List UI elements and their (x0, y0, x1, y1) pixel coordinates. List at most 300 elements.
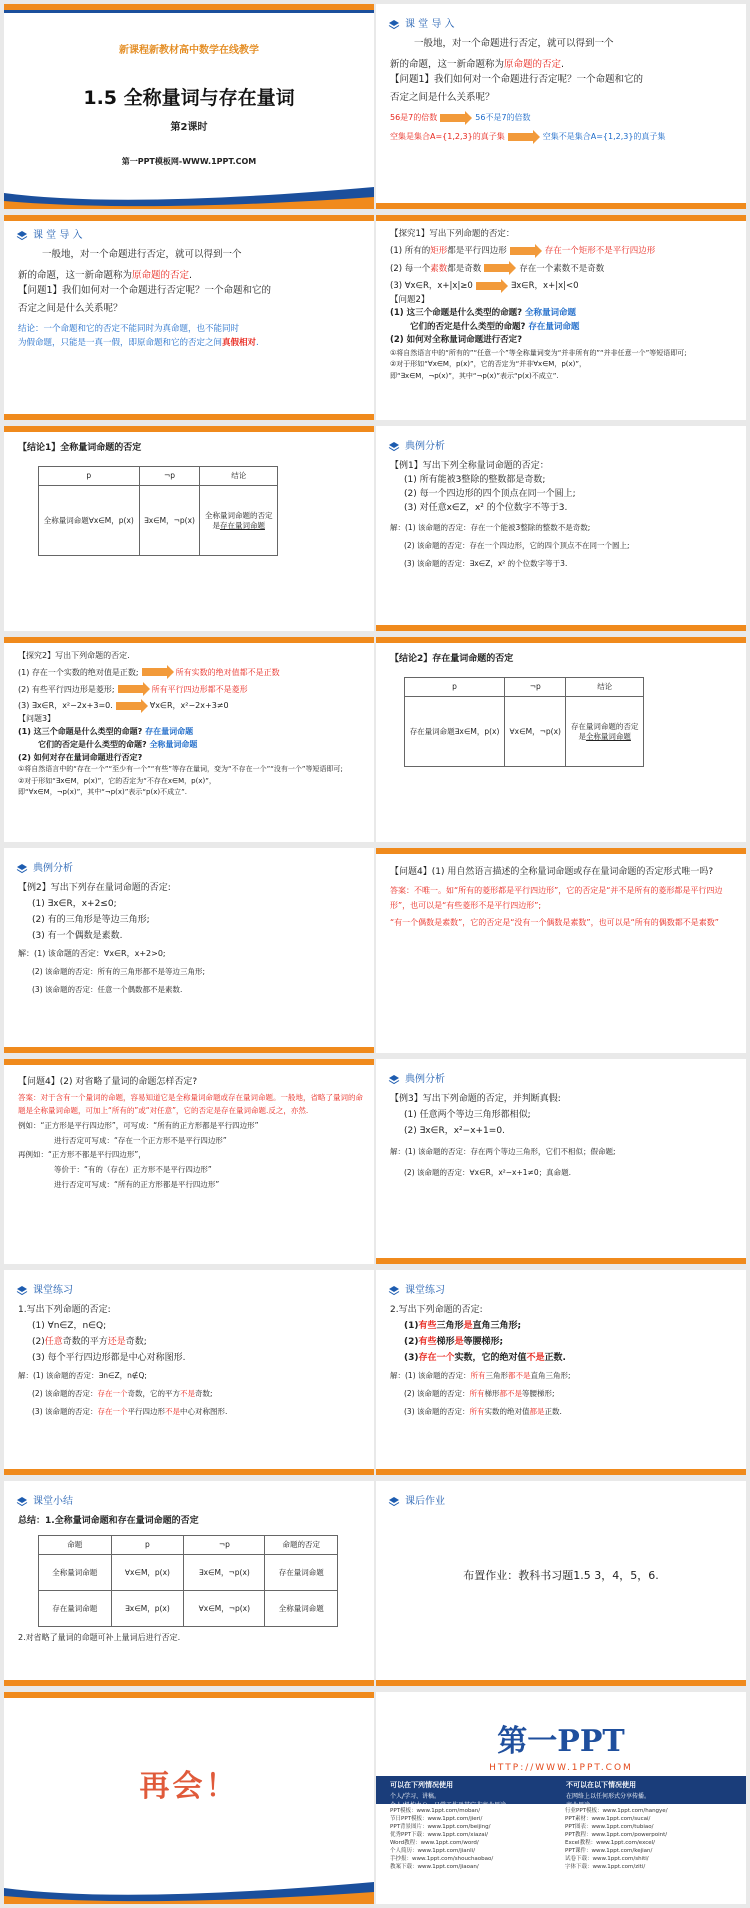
heading-text: 典例分析 (405, 1074, 445, 1085)
slide-body (390, 227, 736, 383)
can-title: 可以在下列情况使用 (390, 1781, 453, 1789)
answer-2: (2) 该命题的否定：∀x∈R，x²−x+1≠0；真命题. (404, 1167, 571, 1177)
course-subtitle: 新课程新教材高中数学在线教学 (119, 45, 259, 56)
note-1: ①将自然语言中的“存在一个”“至少有一个”“有些”等存在量词，变为“不存在一个”“没有一个”等短语即可; (18, 765, 343, 774)
cell: ∃x∈M，¬p(x) (184, 1555, 265, 1591)
slide-body (18, 1513, 364, 1646)
t: 全称量词命题 (585, 731, 631, 741)
item-2 (390, 1336, 736, 1348)
slide-5 (4, 426, 374, 631)
section-heading (388, 1284, 445, 1298)
t: 任意 (44, 1337, 63, 1348)
question-1: 【问题1】我们如何对一个命题进行否定呢？一个命题和它的 (390, 73, 644, 85)
top-bar (4, 215, 374, 221)
bottom-wave (4, 1878, 374, 1904)
text: . (256, 337, 259, 348)
t: 所有实数的绝对值都不是正数 (175, 667, 280, 677)
t: 奇数 (464, 263, 482, 274)
t: ∀x∈R，x²−2x+3≠0 (149, 701, 229, 711)
t: 矩形 (430, 246, 448, 257)
text: 56不是7的倍数 (475, 113, 531, 123)
cell: ∀x∈M，p(x) (111, 1555, 184, 1591)
link[interactable]: 教案下载：www.1ppt.com/jiaoan/ (390, 1863, 479, 1870)
slide-2 (376, 4, 746, 209)
link[interactable]: 节日PPT模板：www.1ppt.com/jieri/ (390, 1815, 483, 1822)
arrow-icon (510, 247, 536, 255)
answer-3: (3) 该命题的否定：∃x∈Z，x² 的个位数字等于3. (404, 558, 568, 568)
arrow-icon (116, 702, 142, 710)
header-conclusion: 结论 (566, 678, 644, 697)
layers-icon (388, 19, 400, 31)
lesson-title: 1.5 全称量词与存在量词 (83, 87, 295, 109)
item-2 (18, 685, 364, 696)
heading-text: 典例分析 (405, 441, 445, 452)
section-heading (16, 1495, 73, 1509)
t: 正数. (544, 1353, 566, 1364)
slide-body (18, 1302, 364, 1419)
t: 都是 (447, 246, 465, 257)
example-heading: 【例2】写出下列存在量词命题的否定: (18, 883, 171, 893)
t: (1) 所有的 (390, 246, 431, 257)
layers-icon (16, 863, 28, 875)
answer-2: “有一个偶数是素数”，它的否定是“没有一个偶数是素数”，也可以是“所有的偶数都不是素数” (390, 918, 719, 928)
example-heading: 【例3】写出下列命题的否定，并判断真假: (390, 1094, 561, 1104)
link[interactable]: PPT教程：www.1ppt.com/powerpoint/ (565, 1831, 668, 1838)
slide-1 (4, 4, 374, 209)
t: 存在量词命题的否定 (570, 721, 639, 731)
t: 奇数的平方 (62, 1337, 108, 1348)
q3-c: (2) 如何对存在量词命题进行否定? (18, 752, 143, 762)
t: 平行四边形 (464, 246, 507, 257)
answer-2: (2) 该命题的否定：存在一个四边形，它的四个顶点不在同一个圆上; (404, 540, 630, 550)
item-1: (1) 任意两个等边三角形都相似; (404, 1110, 531, 1121)
t: 全称量词命题 (525, 308, 577, 319)
slide-body (390, 1091, 736, 1180)
section-heading (388, 1073, 445, 1087)
q3-b (18, 740, 364, 751)
t: 等腰梯形; (463, 1337, 504, 1348)
slide-8 (376, 637, 746, 842)
t: 它们的否定是什么类型的命题? (38, 739, 147, 749)
t: 存在量词命题 (219, 520, 265, 530)
answer-1 (390, 1371, 736, 1381)
t: (3) ∃x∈R，x²−2x+3=0. (18, 701, 113, 711)
q2-a (390, 308, 736, 319)
heading-text: 典例分析 (33, 863, 73, 874)
question-4-2: 【问题4】(2) 对省略了量词的命题怎样否定? (18, 1077, 198, 1087)
link[interactable]: 个人简历：www.1ppt.com/jianli/ (390, 1847, 476, 1854)
answer-1: 解：(1) 该命题的否定：∀x∈R，x+2>0; (18, 948, 166, 958)
exploration-heading: 【探究2】写出下列命题的否定. (18, 651, 130, 660)
header-p: p (111, 1536, 184, 1555)
link[interactable]: PPT图表：www.1ppt.com/tubiao/ (565, 1823, 654, 1830)
slide-body (18, 247, 364, 351)
slide-10 (376, 848, 746, 1053)
question-2: 【问题2】 (390, 294, 430, 305)
footer-brand: 第一PPT模板网-WWW.1PPT.COM (121, 157, 257, 166)
cell: 全称量词命题 (265, 1591, 338, 1627)
link[interactable]: 手抄报：www.1ppt.com/shouchaobao/ (390, 1855, 494, 1862)
t: 中心对称图形. (180, 1406, 228, 1416)
example-heading: 【例1】写出下列全称量词命题的否定： (390, 461, 549, 471)
link[interactable]: PPT背景图片：www.1ppt.com/beijing/ (390, 1823, 491, 1830)
text: . (561, 58, 565, 70)
header-not-p: ¬p (139, 467, 200, 486)
t: 所有平行四边形都不是菱形 (151, 684, 248, 694)
link[interactable]: Excel教程：www.1ppt.com/excel/ (565, 1839, 656, 1846)
example-2: 再例如：“正方形不都是平行四边形”， (18, 1150, 146, 1160)
link[interactable]: 优秀PPT下载：www.1ppt.com/xiazai/ (390, 1831, 489, 1838)
header-not-p: ¬p (505, 678, 566, 697)
header-p: p (39, 467, 140, 486)
slide-12 (376, 1059, 746, 1264)
slide-body (390, 36, 736, 145)
goodbye-text: 再会！ (139, 1769, 239, 1804)
example-1: 例如：“正方形是平行四边形”，可写成：“所有的正方形都是平行四边形” (18, 1120, 259, 1130)
cell-p: 全称量词命题∀x∈M，p(x) (39, 486, 140, 556)
text: . (189, 269, 193, 281)
section-heading (16, 862, 73, 876)
answer-2 (390, 1389, 736, 1399)
top-bar (376, 848, 746, 854)
t: 是 (463, 1321, 473, 1332)
t: 素数 (430, 263, 448, 274)
conclusion-1: 结论：一个命题和它的否定不能同时为真命题，也不能同时 (18, 324, 240, 335)
t: 不是 (526, 1353, 545, 1364)
summary-heading: 总结：1.全称量词命题和存在量词命题的否定 (18, 1516, 199, 1526)
header-negation: 命题的否定 (265, 1536, 338, 1555)
bottom-bar (376, 1258, 746, 1264)
t: (1) 这三个命题是什么类型的命题? (390, 308, 523, 319)
layers-icon (388, 1496, 400, 1508)
t: 直角三角形; (472, 1321, 522, 1332)
top-bar (376, 637, 746, 643)
item-1 (390, 246, 736, 257)
t: 有些 (418, 1321, 437, 1332)
cell-conclusion (566, 697, 644, 767)
t: 梯形 (436, 1337, 455, 1348)
slide-body (18, 649, 364, 800)
t: (2) (404, 1337, 419, 1348)
question-4: 【问题4】(1) 用自然语言描述的全称量词命题或存在量词命题的否定形式唯一吗? (390, 867, 714, 877)
t: (3) 该命题的否定： (32, 1406, 98, 1416)
example-2 (390, 132, 736, 143)
bottom-bar (376, 625, 746, 631)
t: 存在一个矩形不是平行四边形 (544, 246, 656, 257)
slide-body (390, 651, 736, 767)
header-p: p (405, 678, 505, 697)
text: 新的命题，这一新命题称为 (18, 269, 133, 281)
exercise-heading: 2.写出下列命题的否定: (390, 1305, 483, 1315)
t: (2) 有些平行四边形是菱形; (18, 684, 115, 694)
t: 全称量词命题的否定 (204, 510, 273, 520)
t: 实数，它的绝对值 (454, 1353, 527, 1364)
slide-7 (4, 637, 374, 842)
example-1-neg: 进行否定可写成：“存在一个正方形不是平行四边形” (54, 1135, 227, 1145)
cell-conclusion (200, 486, 278, 556)
highlight: 真假相对 (222, 337, 257, 348)
t: (1) 这三个命题是什么类型的命题? (18, 726, 143, 736)
t: 所有 (469, 1388, 485, 1398)
t: 三角形 (485, 1370, 509, 1380)
answer-1: 解：(1) 该命题的否定：存在两个等边三角形，它们不相似；假命题; (390, 1147, 616, 1157)
cell: ∃x∈M，p(x) (111, 1591, 184, 1627)
t: 奇数，它的平方 (127, 1388, 181, 1398)
slide-9 (4, 848, 374, 1053)
t: 存在一个 (418, 1353, 455, 1364)
item-2: (2) 每一个四边形的四个顶点在同一个圆上; (404, 489, 576, 500)
bottom-bar (376, 1680, 746, 1686)
item-3: (3) 对任意x∈Z，x² 的个位数字不等于3. (404, 503, 568, 514)
answer-3 (18, 1407, 364, 1417)
intro-line-2 (390, 59, 736, 72)
answer-1: 解：(1) 该命题的否定：存在一个能被3整除的整数不是奇数; (390, 522, 591, 532)
link[interactable]: PPT课件：www.1ppt.com/kejian/ (565, 1847, 653, 1854)
section-heading (388, 1495, 445, 1509)
t: 奇数; (195, 1388, 213, 1398)
question-1-cont: 否定之间是什么关系呢？ (18, 303, 123, 315)
t: (1) (404, 1321, 419, 1332)
conclusion-heading: 【结论2】存在量词命题的否定 (390, 654, 514, 664)
item-2: (2) 有的三角形是等边三角形; (32, 915, 150, 926)
slide-16 (376, 1481, 746, 1686)
t: 是 (578, 731, 586, 741)
bottom-wave (4, 183, 374, 209)
session-label: 第2课时 (170, 122, 208, 133)
top-bar (4, 1692, 374, 1698)
t: 都是 (529, 1406, 545, 1416)
summary-table (38, 1535, 338, 1627)
bottom-bar (4, 414, 374, 420)
text: 56是7的倍数 (390, 113, 438, 123)
item-1 (390, 1320, 736, 1332)
t: (2) 每一个 (390, 263, 431, 274)
top-bar (4, 1059, 374, 1065)
t: 都不是 (499, 1388, 523, 1398)
slide-3 (4, 215, 374, 420)
top-bar-accent (4, 10, 374, 13)
t: (2) 该命题的否定： (404, 1388, 470, 1398)
answer-1: 答案：不唯一。如“所有的菱形都是平行四边形”，它的否定是“并不是所有的菱形都是平行四边形”，也可以是“有些菱形不是平行四边形”; (390, 886, 723, 911)
layers-icon (16, 1285, 28, 1297)
cell-p: 存在量词命题∃x∈M，p(x) (405, 697, 505, 767)
intro-line-1: 一般地，对一个命题进行否定，就可以得到一个 (414, 38, 614, 49)
header-conclusion: 结论 (200, 467, 278, 486)
arrow-icon (142, 668, 168, 676)
note-2: ②对于形如“∀x∈M，p(x)”，它的否定为“并非∀x∈M，p(x)”， (390, 360, 587, 369)
item-3 (18, 701, 364, 712)
note-2: ②对于形如“∃x∈M，p(x)”，它的否定为“不存在x∈M，p(x)”， (18, 776, 216, 785)
t: (2) 该命题的否定： (32, 1388, 98, 1398)
t: 全称量词命题 (149, 739, 198, 749)
note-3: 即“∀x∈M，¬p(x)”，其中“¬p(x)”表示“p(x)不成立”. (18, 788, 187, 797)
slide-body (390, 862, 736, 933)
t: 存在一个 (97, 1388, 128, 1398)
t: 存在一个 (97, 1406, 128, 1416)
cell: 存在量词命题 (265, 1555, 338, 1591)
t: 等腰梯形; (522, 1388, 555, 1398)
item-1 (18, 668, 364, 679)
note-1: ①将自然语言中的“所有的”“任意一个”等全称量词变为“并非所有的”“并非任意一个”等短语即可; (390, 348, 687, 357)
t: 实数的绝对值 (484, 1406, 530, 1416)
note-3: 即“∃x∈M，¬p(x)”，其中“¬p(x)”表示“p(x)不成立”. (390, 371, 559, 380)
homework-text: 布置作业：教科书习题1.5 3，4，5，6. (463, 1569, 659, 1582)
slide-body (18, 440, 364, 556)
heading-text: 课堂练习 (405, 1285, 445, 1296)
slide-11 (4, 1059, 374, 1264)
example-2-neg: 进行否定可写成：“所有的正方形都是平行四边形” (54, 1179, 220, 1189)
t: 所有 (470, 1370, 486, 1380)
t: 它们的否定是什么类型的命题? (410, 321, 526, 332)
t: 存在量词命题 (145, 726, 194, 736)
layers-icon (388, 441, 400, 453)
highlight: 原命题的否定 (504, 58, 562, 70)
arrow-icon (440, 114, 466, 122)
layers-icon (16, 1496, 28, 1508)
t: (1) 存在一个实数的绝对值是正数; (18, 667, 139, 677)
links-col-2 (565, 1808, 732, 1893)
t: 不是 (180, 1388, 196, 1398)
t: 是 (454, 1337, 464, 1348)
intro-line-1: 一般地，对一个命题进行否定，就可以得到一个 (42, 249, 242, 260)
heading-text: 课堂小结 (33, 1496, 73, 1507)
layers-icon (388, 1074, 400, 1086)
cell-not-p: ∃x∈M，¬p(x) (139, 486, 200, 556)
heading-text: 课 堂 导 入 (405, 19, 455, 30)
answer-2 (18, 1389, 364, 1399)
slide-15 (4, 1481, 374, 1686)
item-2: (2) ∃x∈R，x²−x+1=0. (404, 1126, 505, 1137)
question-3: 【问题3】 (18, 714, 56, 724)
text: 空集是集合A={1,2,3}的真子集 (390, 132, 505, 142)
header-proposition: 命题 (39, 1536, 112, 1555)
example-2-eq: 等价于：“有的（存在）正方形不是平行四边形” (54, 1165, 212, 1175)
t: (3) (404, 1353, 419, 1364)
section-heading (16, 1284, 73, 1298)
t: ∃x∈R，x+|x|<0 (510, 281, 579, 292)
layers-icon (16, 230, 28, 242)
answer-1: 解：(1) 该命题的否定：∃n∈Z，n∉Q; (18, 1370, 147, 1380)
q3-a (18, 727, 364, 738)
item-3 (390, 1352, 736, 1364)
t: 存在量词命题 (528, 321, 580, 332)
section-heading (388, 440, 445, 454)
answer: 答案：对于含有一个量词的命题，容易知道它是全称量词命题或存在量词命题。一般地，省略了量词的命题是全称量词命题，可加上“所有的”或“对任意”，它的否定是存在量词命题.反之，亦然. (18, 1093, 363, 1116)
t: 不是 (165, 1406, 181, 1416)
slide-body (390, 1302, 736, 1419)
q2-c: (2) 如何对全称量词命题进行否定? (390, 335, 523, 346)
t: 解：(1) 该命题的否定： (390, 1370, 471, 1380)
link-list (376, 1804, 746, 1897)
slide-13 (4, 1270, 374, 1475)
t: (3) 该命题的否定： (404, 1406, 470, 1416)
link[interactable]: Word教程：www.1ppt.com/word/ (390, 1839, 479, 1846)
t: 三角形 (436, 1321, 464, 1332)
link[interactable]: PPT素材：www.1ppt.com/sucai/ (565, 1815, 651, 1822)
item-3: (3) 有一个偶数是素数. (32, 931, 123, 942)
t: 都是 (447, 263, 465, 274)
top-bar (4, 637, 374, 643)
conclusion-2 (18, 338, 364, 349)
link[interactable]: 试卷下载：www.1ppt.com/shiti/ (565, 1855, 649, 1862)
answer-3 (390, 1407, 736, 1417)
bottom-bar (4, 1047, 374, 1053)
item-2 (18, 1336, 364, 1348)
cell: ∀x∈M，¬p(x) (184, 1591, 265, 1627)
conclusion-heading: 【结论1】全称量词命题的否定 (18, 443, 142, 453)
cannot-title: 不可以在以下情况使用 (566, 1781, 636, 1789)
ppt-url[interactable]: HTTP://WWW.1PPT.COM (489, 1763, 633, 1773)
t: 奇数; (125, 1337, 147, 1348)
t: 梯形 (484, 1388, 500, 1398)
link[interactable]: PPT模板：www.1ppt.com/moban/ (390, 1808, 481, 1814)
intro-line-2 (18, 270, 364, 283)
bottom-bar (4, 1680, 374, 1686)
can-item: 个人/学习、讲稿。 (390, 1793, 441, 1801)
slide-14 (376, 1270, 746, 1475)
arrow-icon (476, 282, 502, 290)
section-heading (16, 229, 83, 243)
slide-18 (376, 1692, 746, 1904)
heading-text: 课后作业 (405, 1496, 445, 1507)
answer-2: (2) 该命题的否定：所有的三角形都不是等边三角形; (32, 967, 206, 977)
text: 新的命题，这一新命题称为 (390, 58, 505, 70)
t: 平行四边形 (127, 1406, 166, 1416)
item-3 (390, 281, 736, 292)
bottom-bar (376, 1469, 746, 1475)
links-col-1 (390, 1808, 557, 1893)
t: 正数. (544, 1406, 562, 1416)
slide-body (18, 880, 364, 998)
cell: 存在量词命题 (39, 1591, 112, 1627)
text: 为假命题，只能是一真一假，即原命题和它的否定之间 (18, 337, 223, 348)
cell-not-p: ∀x∈M，¬p(x) (505, 697, 566, 767)
t: (3) ∀x∈R，x+|x|≥0 (390, 281, 473, 292)
negation-table (404, 677, 644, 767)
heading-text: 课 堂 导 入 (33, 230, 83, 241)
item-1: (1) 所有能被3整除的整数都是奇数; (404, 475, 546, 486)
q2-b (390, 322, 736, 333)
answer-3: (3) 该命题的否定：任意一个偶数都不是素数. (32, 985, 183, 995)
slide-6 (376, 426, 746, 631)
slide-17 (4, 1692, 374, 1904)
header-not-p: ¬p (184, 1536, 265, 1555)
top-bar (4, 426, 374, 432)
summary-note: 2.对省略了量词的命题可补上量词后进行否定. (18, 1633, 181, 1643)
arrow-icon (118, 685, 144, 693)
text: 空集不是集合A={1,2,3}的真子集 (542, 132, 666, 142)
t: (2) (32, 1337, 45, 1348)
t: 是 (212, 520, 220, 530)
link[interactable]: 字体下载：www.1ppt.com/ziti/ (565, 1863, 646, 1870)
t: 都不是 (508, 1370, 531, 1380)
ppt-logo: 第一PPT (497, 1724, 625, 1759)
slide-body (390, 458, 736, 571)
exploration-heading: 【探究1】写出下列命题的否定： (390, 229, 515, 239)
negation-table (38, 466, 278, 556)
exercise-heading: 1.写出下列命题的否定: (18, 1305, 111, 1315)
heading-text: 课堂练习 (33, 1285, 73, 1296)
item-1: (1) ∀n∈Z，n∈Q; (32, 1321, 107, 1332)
cell: 全称量词命题 (39, 1555, 112, 1591)
cannot-item: 在网络上以任何形式分享传播。 (566, 1793, 651, 1801)
top-bar (376, 215, 746, 221)
item-1: (1) ∃x∈R，x+2≤0; (32, 899, 117, 910)
question-1: 【问题1】我们如何对一个命题进行否定呢？一个命题和它的 (18, 284, 272, 296)
bottom-bar (4, 1469, 374, 1475)
section-heading (388, 18, 455, 32)
link[interactable]: 行业PPT模板：www.1ppt.com/hangye/ (565, 1808, 668, 1814)
